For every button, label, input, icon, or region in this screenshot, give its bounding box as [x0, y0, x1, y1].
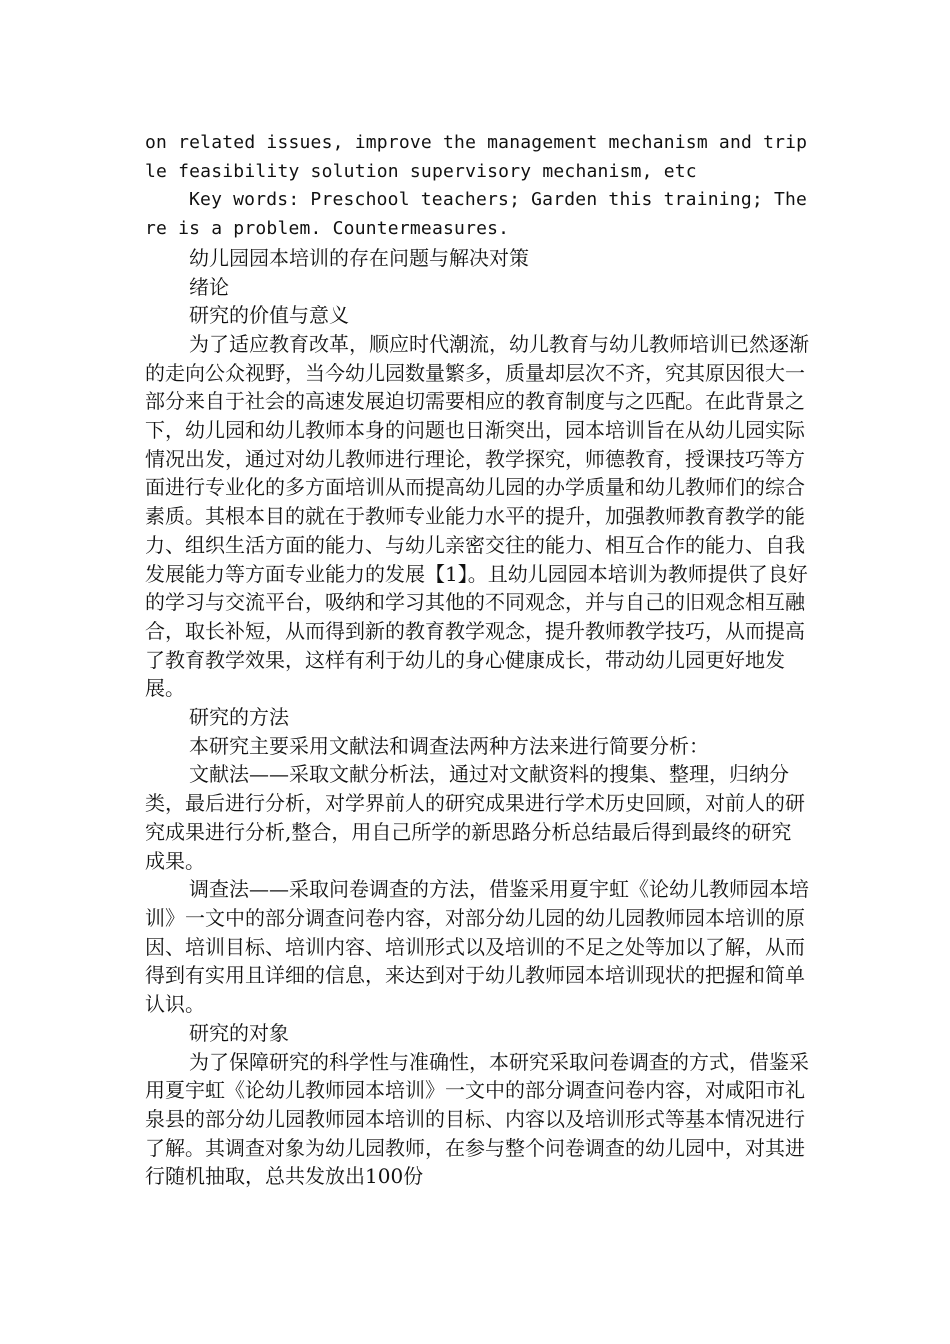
document-title: 幼儿园园本培训的存在问题与解决对策: [189, 245, 529, 270]
method-heading: 研究的方法: [189, 705, 289, 730]
value-body-paragraph: 为了适应教育改革，顺应时代潮流，幼儿教育与幼儿教师培训已然逐渐的走向公众视野，当今幼儿园数量繁多，质量却层次不齐，究其原因很大一部分来自于社会的高速发展迫切需要相应的教育制度与之匹配。在此背景之下，幼儿园和幼儿教师本身的问题也日渐突出，园本培训旨在从幼儿园实际情况出发，通过对幼儿教师进行理论，教学探究，师德教育，授课技巧等方面进行专业化的多方面培训从而提高幼儿园的办学质量和幼儿教师们的综合素质。其根本目的就在于教师专业能力水平的提升，加强教师教育教学的能力、组织生活方面的能力、与幼儿亲密交往的能力、相互合作的能力、自我发展能力等方面专业能力的发展【1】。且幼儿园园本培训为教师提供了良好的学习与交流平台，吸纳和学习其他的不同观念，并与自己的旧观念相互融合，取长补短，从而得到新的教育教学观念，提升教师教学技巧，从而提高了教育教学效果，这样有利于幼儿的身心健康成长，带动幼儿园更好地发展。: [145, 331, 809, 701]
method-literature-paragraph: 文献法——采取文献分析法，通过对文献资料的搜集、整理，归纳分类，最后进行分析，对学界前人的研究成果进行学术历史回顾，对前人的研究成果进行分析,整合，用自己所学的新思路分析总结最后得到最终的研究成果。: [145, 762, 805, 873]
document-body: [145, 129, 810, 1191]
object-heading: 研究的对象: [189, 1020, 289, 1045]
object-body-paragraph: 为了保障研究的科学性与准确性，本研究采取问卷调查的方式，借鉴采用夏宇虹《论幼儿教师园本培训》一文中的部分调查问卷内容，对咸阳市礼泉县的部分幼儿园教师园本培训的目标、内容以及培训形式等基本情况进行了解。其调查对象为幼儿园教师，在参与整个问卷调查的幼儿园中，对其进行随机抽取，总共发放出100份: [145, 1049, 809, 1189]
method-survey-paragraph: 调查法——采取问卷调查的方法，借鉴采用夏宇虹《论幼儿教师园本培训》一文中的部分调查问卷内容，对部分幼儿园的幼儿园教师园本培训的原因、培训目标、培训内容、培训形式以及培训的不足之处等加以了解，从而得到有实用且详细的信息，来达到对于幼儿教师园本培训现状的把握和简单认识。: [145, 877, 809, 1017]
value-heading: 研究的价值与意义: [189, 303, 349, 328]
keywords-paragraph: Key words: Preschool teachers; Garden this training; There is a problem. Countermeasures.: [145, 189, 808, 240]
method-intro-paragraph: 本研究主要采用文献法和调查法两种方法来进行简要分析：: [189, 733, 709, 758]
abstract-tail-paragraph: on related issues, improve the management mechanism and triple feasibility solution supervisory mechanism, etc: [145, 132, 808, 182]
intro-heading: 绪论: [189, 274, 229, 299]
